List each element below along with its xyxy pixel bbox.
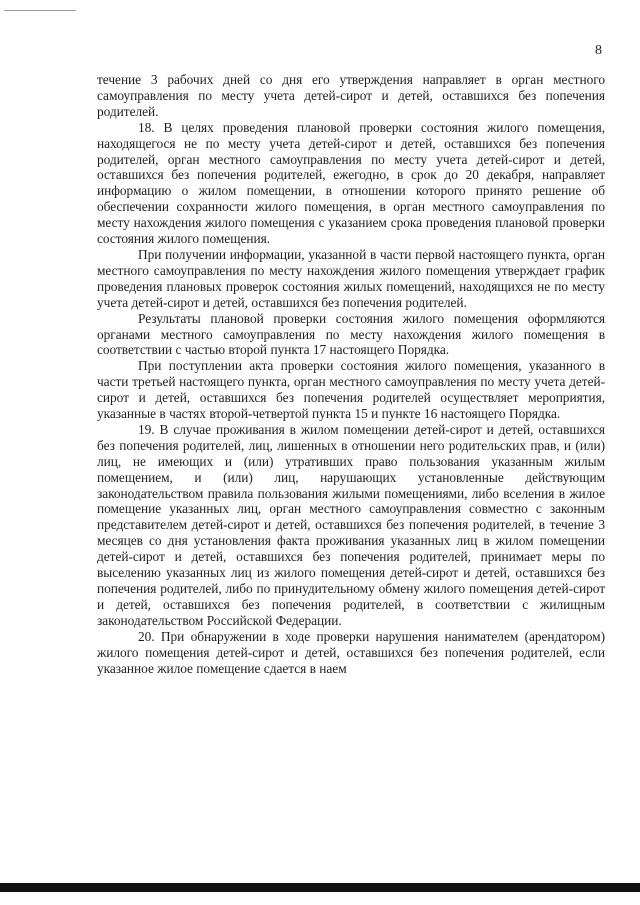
page-number: 8 bbox=[595, 43, 602, 58]
paragraph-item-18-part-2: При получении информации, указанной в части первой настоящего пункта, орган местного самоуправления по месту нахождения жилого помещения утверждает график проведения плановых проверок состояния жилых помещений, находящихся не по месту учета детей-сирот и детей, оставшихся без попечения родителей. bbox=[97, 246, 605, 310]
scan-bottom-edge bbox=[0, 883, 640, 892]
paragraph-continuation: течение 3 рабочих дней со дня его утверждения направляет в орган местного самоуправления по месту учета детей-сирот и детей, оставшихся без попечения родителей. bbox=[97, 72, 605, 119]
paragraph-item-19: 19. В случае проживания в жилом помещении детей-сирот и детей, оставшихся без попечения родителей, лиц, лишенных в отношении него родительских прав, и (или) лиц, не имеющих и (или) утративших право пользования указанным жилым помещением, и (или) лиц, нарушающих установленные действующим законодательством правила пользования жилыми помещениями, либо вселения в жилое помещение указанных лиц, орган местного самоуправления совместно с законным представителем детей-сирот и детей, оставшихся без попечения родителей, в течение 3 месяцев со дня установления факта проживания указанных лиц в жилом помещении детей-сирот и детей, оставшихся без попечения родителей, принимает меры по выселению указанных лиц из жилого помещения детей-сирот и детей, оставшихся без попечения родителей, либо по принудительному обмену жилого помещения детей-сирот и детей, оставшихся без попечения родителей, в соответствии с жилищным законодательством Российской Федерации. bbox=[97, 421, 605, 628]
document-body bbox=[97, 72, 605, 676]
paragraph-item-18: 18. В целях проведения плановой проверки состояния жилого помещения, находящегося не по месту учета детей-сирот и детей, оставшихся без попечения родителей, орган местного самоуправления по месту учета детей-сирот и детей, оставшихся без попечения родителей, ежегодно, в срок до 20 декабря, направляет информацию о жилом помещении, в отношении которого принято решение об обеспечении сохранности жилого помещения, в орган местного самоуправления по месту нахождения жилого помещения с указанием срока проведения плановой проверки состояния жилого помещения. bbox=[97, 119, 605, 247]
paragraph-item-18-part-3: Результаты плановой проверки состояния жилого помещения оформляются органами местного самоуправления по месту нахождения жилого помещения в соответствии с частью второй пункта 17 настоящего Порядка. bbox=[97, 310, 605, 358]
scan-edge-line bbox=[4, 10, 76, 11]
paragraph-item-20: 20. При обнаружении в ходе проверки нарушения нанимателем (арендатором) жилого помещения детей-сирот и детей, оставшихся без попечения родителей, если указанное жилое помещение сдается в наем bbox=[97, 628, 605, 676]
paragraph-item-18-part-4: При поступлении акта проверки состояния жилого помещения, указанного в части третьей настоящего пункта, орган местного самоуправления по месту учета детей-сирот и детей, оставшихся без попечения родителей осуществляет мероприятия, указанные в частях второй-четвертой пункта 15 и пункте 16 настоящего Порядка. bbox=[97, 358, 605, 422]
